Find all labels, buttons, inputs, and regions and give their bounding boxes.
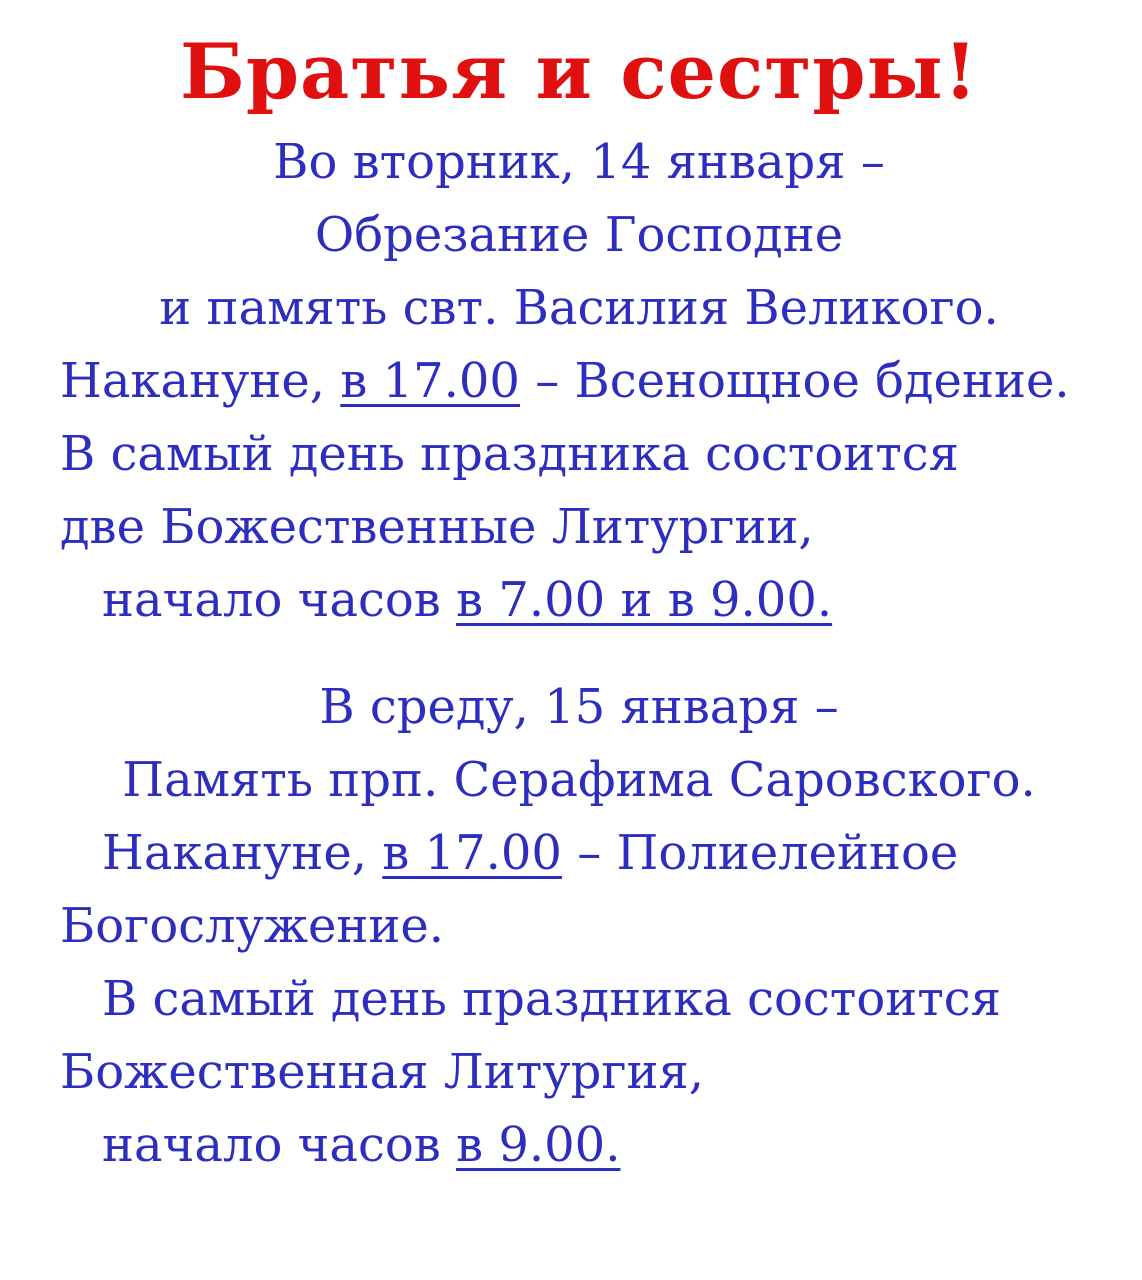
- text-segment: Память прп. Серафима Саровского.: [122, 752, 1036, 808]
- text-segment: начало часов: [102, 572, 457, 628]
- text-segment: Накануне,: [102, 825, 383, 881]
- text-segment: и память свт. Василия Великого.: [159, 280, 999, 336]
- text-line: [60, 744, 1098, 817]
- text-line: [60, 817, 1098, 890]
- document-body: [60, 126, 1098, 1182]
- text-segment: – Всенощное бдение.: [519, 353, 1070, 409]
- text-segment: начало часов: [102, 1117, 457, 1173]
- text-segment: Божественная Литургия,: [60, 1044, 704, 1100]
- text-line: [60, 890, 1098, 963]
- text-line: [60, 126, 1098, 199]
- text-segment: В среду, 15 января –: [319, 679, 839, 735]
- text-line: [60, 272, 1098, 345]
- underlined-time-text: в 7.00 и в 9.00.: [456, 572, 833, 628]
- text-line: [60, 491, 1098, 564]
- text-segment: Во вторник, 14 января –: [273, 134, 885, 190]
- underlined-time-text: в 9.00.: [456, 1117, 621, 1173]
- text-line: [60, 418, 1098, 491]
- text-line: [60, 963, 1098, 1036]
- underlined-time-text: в 17.00: [382, 825, 562, 881]
- text-segment: Богослужение.: [60, 898, 445, 954]
- text-segment: – Полиелейное: [561, 825, 959, 881]
- text-line: [60, 671, 1098, 744]
- text-line: [60, 1036, 1098, 1109]
- text-segment: В самый день праздника состоится: [60, 426, 959, 482]
- text-line: [60, 564, 1098, 637]
- text-segment: В самый день праздника состоится: [102, 971, 1001, 1027]
- text-segment: Накануне,: [60, 353, 341, 409]
- text-line: [60, 345, 1098, 418]
- poster-title: Братья и сестры!: [179, 27, 979, 116]
- text-segment: две Божественные Литургии,: [60, 499, 814, 555]
- text-segment: Обрезание Господне: [314, 207, 844, 263]
- underlined-time-text: в 17.00: [340, 353, 520, 409]
- text-line: [60, 199, 1098, 272]
- text-line: [60, 1109, 1098, 1182]
